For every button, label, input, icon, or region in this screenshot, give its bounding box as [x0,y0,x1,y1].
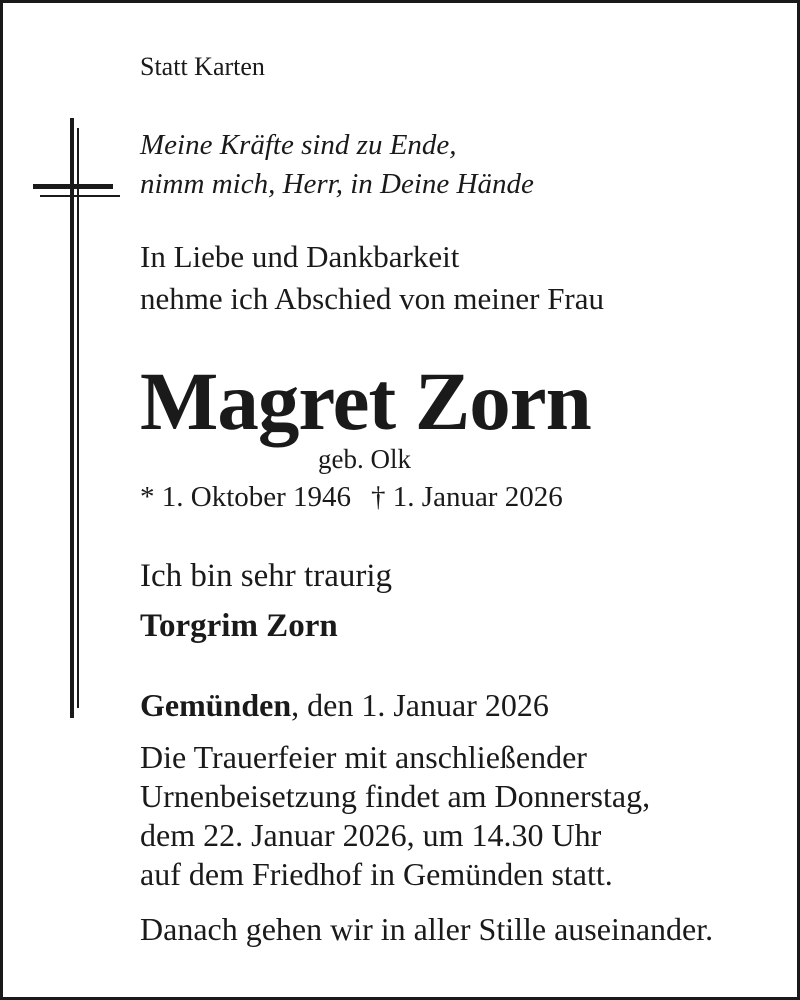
funeral-info-line: Urnenbeisetzung findet am Donnerstag, [140,778,651,814]
header-note: Statt Karten [140,52,265,81]
verse-line: nimm mich, Herr, in Deine Hände [140,168,534,200]
christian-cross-icon [30,118,122,718]
maiden-name: geb. Olk [318,444,411,474]
life-dates [140,481,563,514]
farewell-text [140,236,604,320]
funeral-info-line: Die Trauerfeier mit anschließender [140,739,587,775]
place-date-text: , den 1. Januar 2026 [291,687,549,723]
farewell-line: nehme ich Abschied von meiner Frau [140,281,605,316]
verse [140,126,534,204]
birth-date: * 1. Oktober 1946 [140,481,352,513]
verse-line: Meine Kräfte sind zu Ende, [140,129,457,161]
place-date [140,687,549,724]
funeral-info [140,738,650,894]
farewell-line: In Liebe und Dankbarkeit [140,239,460,274]
place-name: Gemünden [140,687,292,723]
death-date: † 1. Januar 2026 [371,481,563,513]
closing-line: Danach gehen wir in aller Stille auseinander. [140,911,714,947]
mourner-name: Torgrim Zorn [140,608,338,644]
funeral-info-line: dem 22. Januar 2026, um 14.30 Uhr [140,817,602,853]
funeral-info-line: auf dem Friedhof in Gemünden statt. [140,856,613,892]
mourning-line: Ich bin sehr traurig [140,558,392,594]
deceased-name: Magret Zorn [140,355,591,447]
